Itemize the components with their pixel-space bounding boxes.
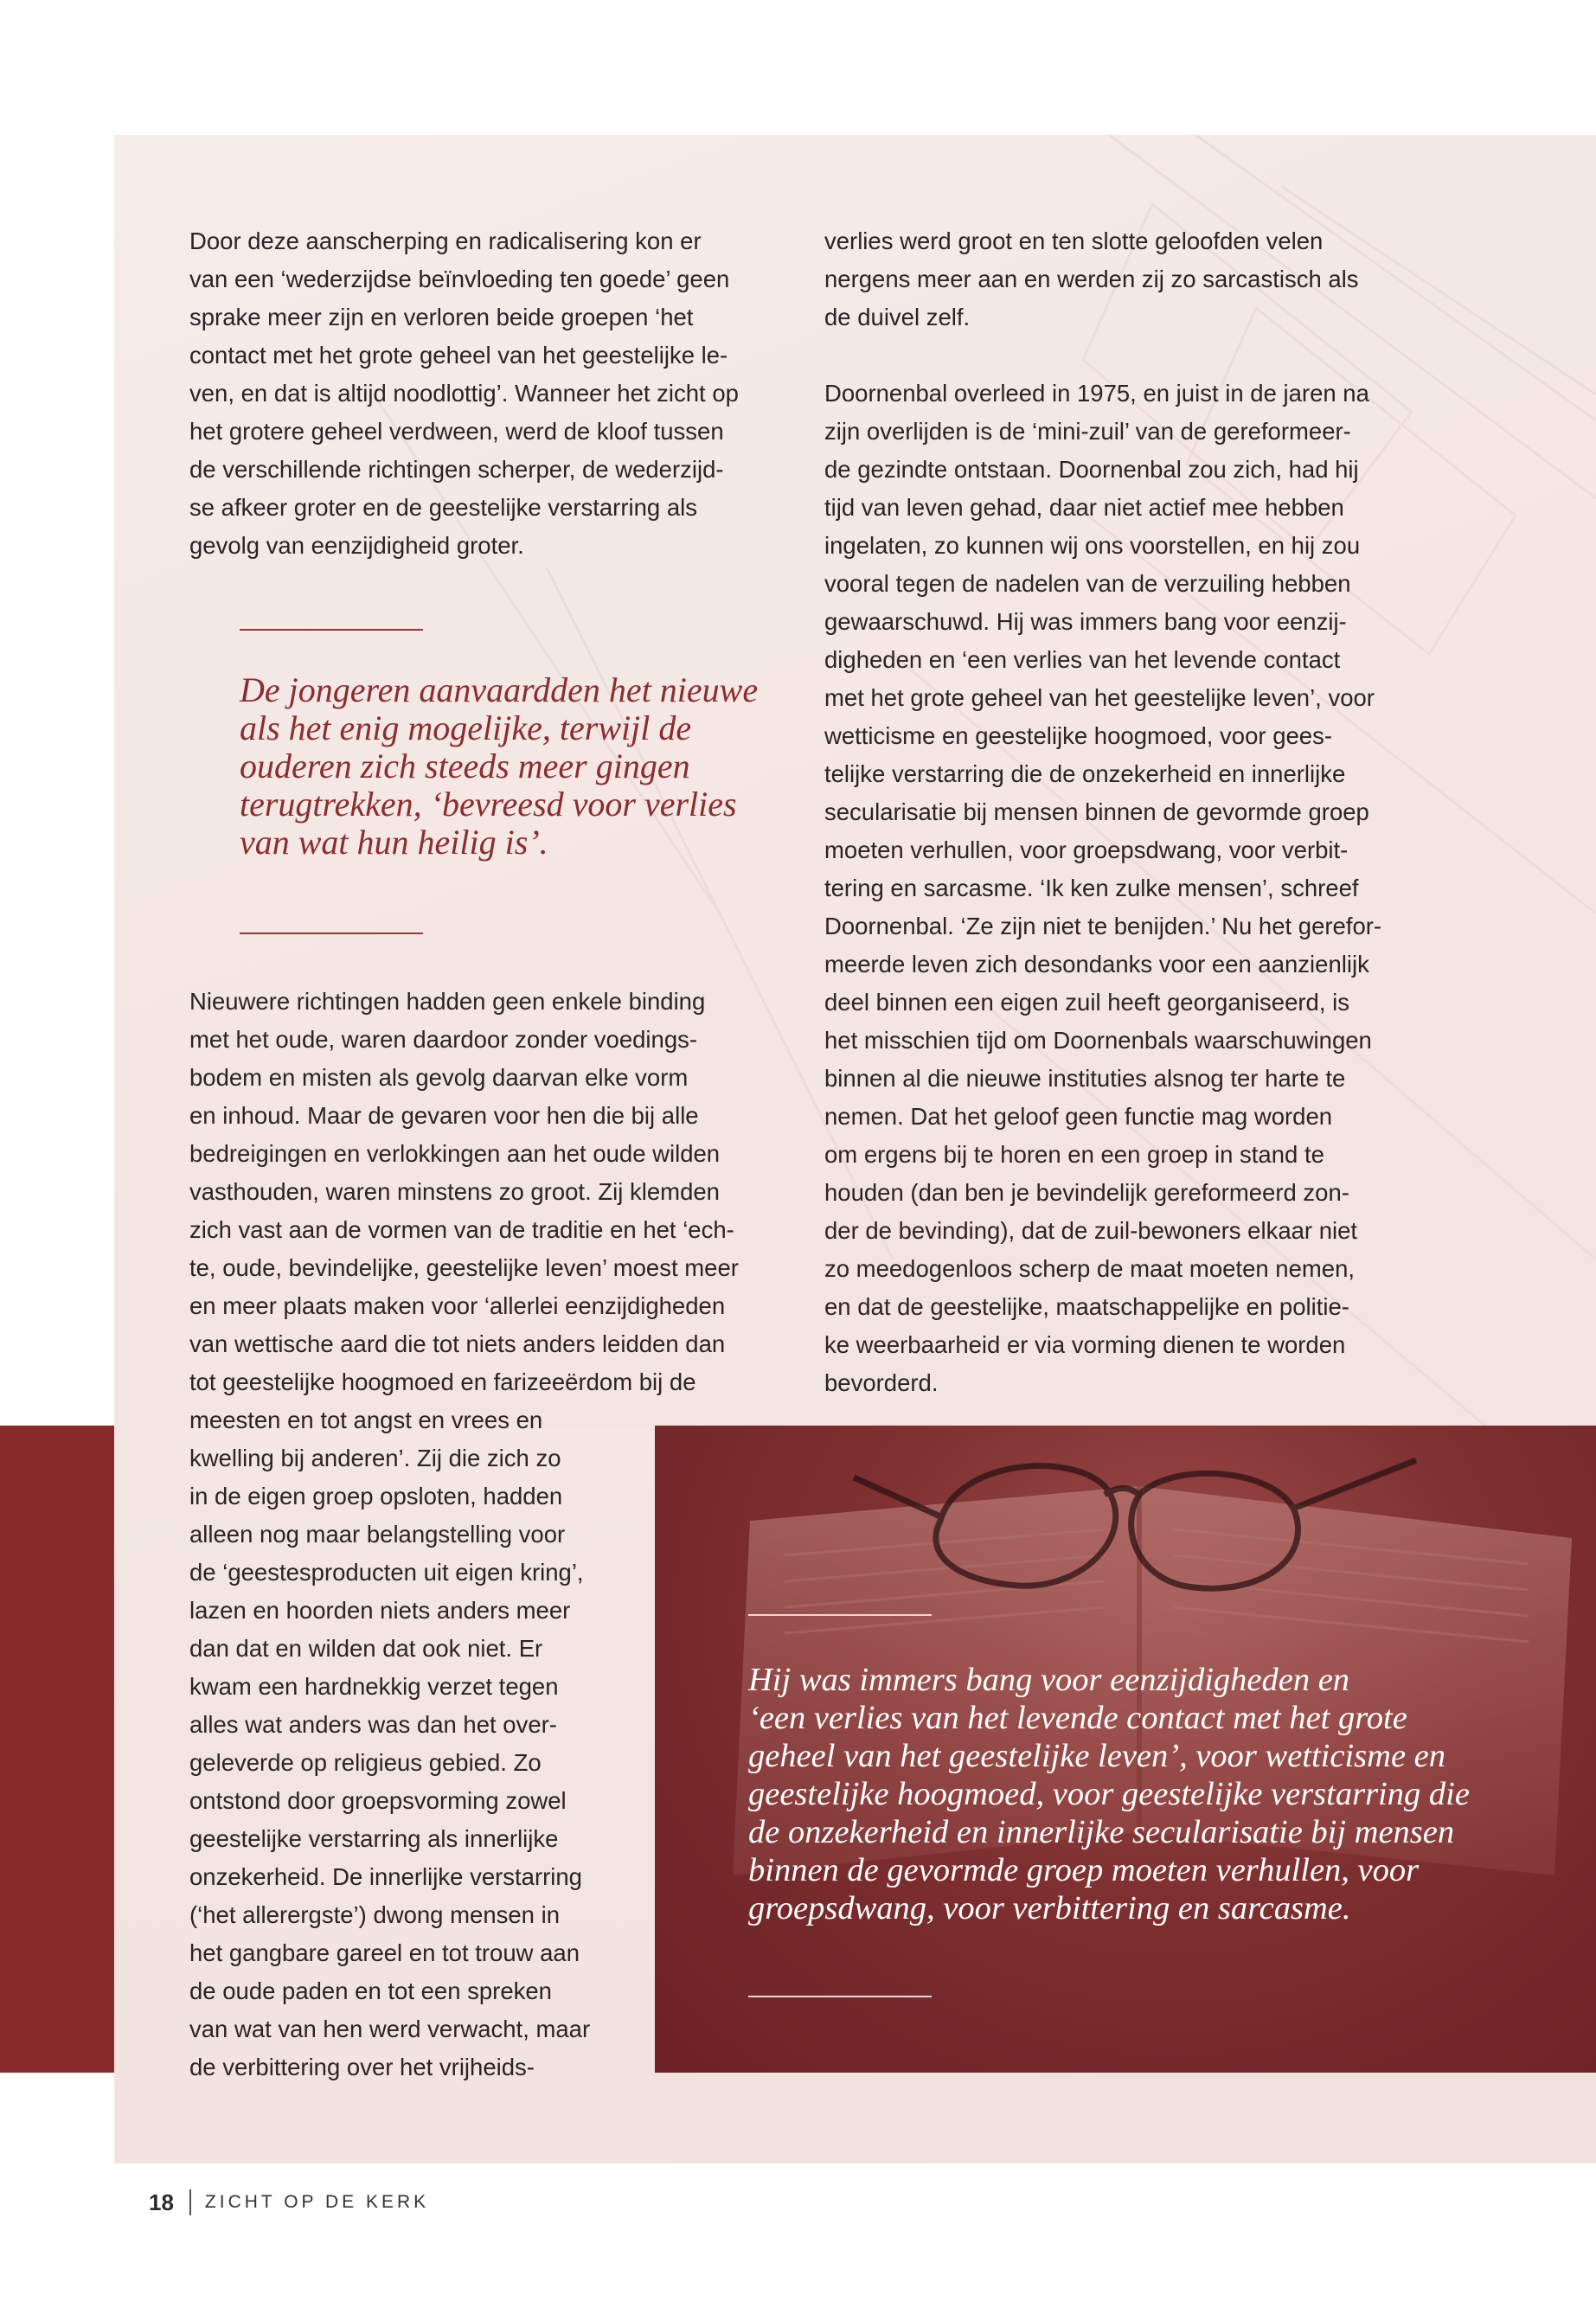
highlight-quote-top-rule — [748, 1614, 932, 1616]
pull-quote-bottom-rule — [240, 933, 423, 934]
highlight-quote: Hij was immers bang voor eenzijdigheden en ‘een verlies van het levende contact met het grote geheel van het geestelijke leven’, voor wetticisme en geestelijke hoogmoed, voor geestelijke verstarring die de onzekerheid en innerlijke secularisatie bij mensen binnen de gevormde groep moeten verhullen, voor groepsdwang, voor verbittering en sarcasme. — [748, 1662, 1470, 1926]
pull-quote-primary: De jongeren aanvaardden het nieuwe als het enig mogelijke, terwijl de ouderen zich steeds meer gingen terugtrekken, ‘bevreesd voor verlies van wat hun heilig is’. — [240, 670, 759, 862]
article-paragraph-left-bottom: Nieuwere richtingen hadden geen enkele binding met het oude, waren daardoor zonder voedings- bodem en misten als gevolg daarvan elke vorm en inhoud. Maar de gevaren voor hen die bij alle bedreigingen en verlokkingen aan het oude wilden vasthouden, waren minstens zo groot. Zij klemden zich vast aan de vormen van de traditie en het ‘ech- te, oude, bevindelijke, geestelijke leven’ moest meer en meer plaats maken voor ‘allerlei eenzijdigheden van wettische aard die tot niets anders leidden dan tot geestelijke hoogmoed en farizeeërdom bij de meesten en tot angst en vrees en kwelling bij anderen’. Zij die zich zo in de eigen groep opsloten, hadden alleen nog maar belangstelling voor de ‘geestesproducten uit eigen kring’, lazen en hoorden niets anders meer dan dat en wilden dat ook niet. Er kwam een hardnekkig verzet tegen alles wat anders was dan het over- geleverde op religieus gebied. Zo ontstond door groepsvorming zowel geestelijke verstarring als innerlijke onzekerheid. De innerlijke verstarring (‘het allerergste’) dwong mensen in het gangbare gareel en tot trouw aan de oude paden en tot een spreken van wat van hen werd verwacht, maar de verbittering over het vrijheids- — [189, 988, 739, 2080]
page-footer — [149, 2185, 429, 2220]
highlight-quote-bottom-rule — [748, 1996, 932, 1997]
footer-divider — [189, 2189, 191, 2215]
pull-quote-top-rule — [240, 629, 423, 631]
article-paragraph-right: verlies werd groot en ten slotte geloofden velen nergens meer aan en werden zij zo sarcastisch als de duivel zelf. Doornenbal overleed in 1975, en juist in de jaren na zijn overlijden is de ‘mini-zuil’ van de gereformeer- de gezindte ontstaan. Doornenbal zou zich, had hij tijd van leven gehad, daar niet actief mee hebben ingelaten, zo kunnen wij ons voorstellen, en hij zou vooral tegen de nadelen van de verzuiling hebben gewaarschuwd. Hij was immers bang voor eenzij- digheden en ‘een verlies van het levende contact met het grote geheel van het geestelijke leven’, voor wetticisme en geestelijke hoogmoed, voor gees- telijke verstarring die de onzekerheid en innerlijke secularisatie bij mensen binnen de gevormde groep moeten verhullen, voor groepsdwang, voor verbit- tering en sarcasme. ‘Ik ken zulke mensen’, schreef Doornenbal. ‘Ze zijn niet te benijden.’ Nu het gerefor- meerde leven zich desondanks voor een aanzienlijk deel binnen een eigen zuil heeft georganiseerd, is het misschien tijd om Doornenbals waarschuwingen binnen al die nieuwe instituties alsnog ter harte te nemen. Dat het geloof geen functie mag worden om ergens bij te horen en een groep in stand te houden (dan ben je bevindelijk gereformeerd zon- der de bevinding), dat de zuil-bewoners elkaar niet zo meedogenloos scherp de maat moeten nemen, en dat de geestelijke, maatschappelijke en politie- ke weerbaarheid er via vorming dienen te worden bevorderd. — [824, 228, 1382, 1396]
magazine-title: ZICHT OP DE KERK — [204, 2192, 430, 2212]
article-paragraph-left-top: Door deze aanscherping en radicalisering kon er van een ‘wederzijdse beïnvloeding ten goede’ geen sprake meer zijn en verloren beide groepen ‘het contact met het grote geheel van het geestelijke le- ven, en dat is altijd noodlottig’. Wanneer het zicht op het grotere geheel verdween, werd de kloof tussen de verschillende richtingen scherper, de wederzijd- se afkeer groter en de geestelijke verstarring als gevolg van eenzijdigheid groter. — [189, 228, 739, 559]
page-number: 18 — [149, 2189, 174, 2215]
